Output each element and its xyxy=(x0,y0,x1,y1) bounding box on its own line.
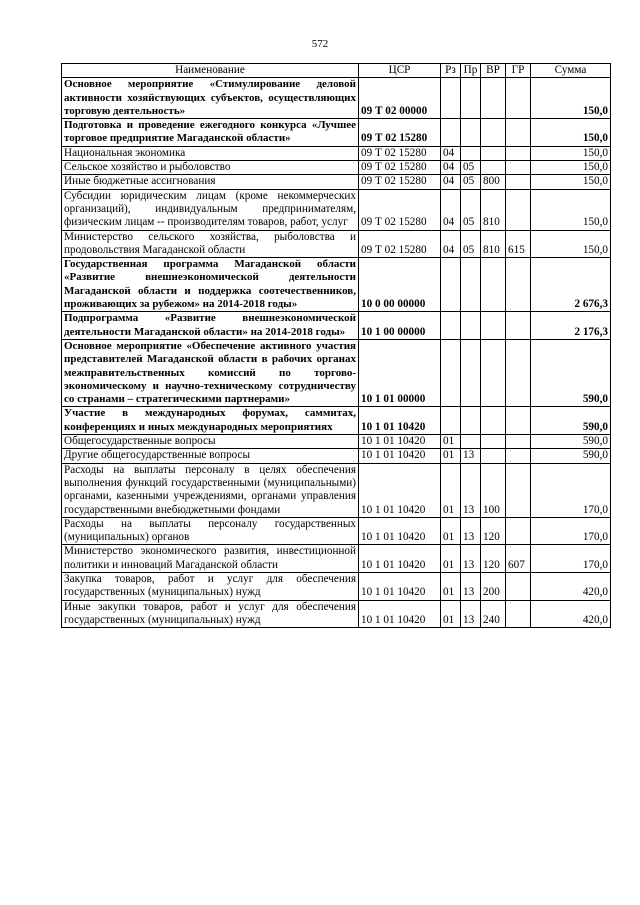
header-gr: ГР xyxy=(506,64,531,78)
cell-sum: 150,0 xyxy=(531,146,611,160)
table-row xyxy=(62,407,611,435)
cell-gr xyxy=(506,572,531,600)
table-row xyxy=(62,146,611,160)
page-number: 572 xyxy=(311,38,329,50)
cell-pr xyxy=(461,339,481,406)
cell-name: Государственная программа Магаданской области «Развитие внешнеэкономической деятельности Магаданской области и поддержка соотечественников, проживающих за рубежом» на 2014-2018 годы» xyxy=(62,258,359,312)
cell-vr: 200 xyxy=(481,572,506,600)
cell-gr xyxy=(506,407,531,435)
cell-vr xyxy=(481,146,506,160)
cell-gr xyxy=(506,78,531,119)
cell-sum: 590,0 xyxy=(531,339,611,406)
cell-vr xyxy=(481,449,506,463)
cell-pr xyxy=(461,258,481,312)
cell-csr: 10 1 01 10420 xyxy=(359,407,441,435)
cell-csr: 10 1 01 10420 xyxy=(359,449,441,463)
cell-name: Иные закупки товаров, работ и услуг для обеспечения государственных (муниципальных) нужд xyxy=(62,600,359,628)
table-row xyxy=(62,78,611,119)
cell-pr: 13 xyxy=(461,572,481,600)
table-row xyxy=(62,600,611,628)
cell-gr xyxy=(506,175,531,189)
cell-rz xyxy=(441,312,461,340)
cell-vr: 810 xyxy=(481,189,506,230)
cell-vr xyxy=(481,78,506,119)
cell-csr: 10 1 01 10420 xyxy=(359,517,441,545)
cell-pr xyxy=(461,146,481,160)
cell-pr: 13 xyxy=(461,517,481,545)
cell-pr xyxy=(461,119,481,147)
cell-pr xyxy=(461,435,481,449)
header-rz: Рз xyxy=(441,64,461,78)
cell-csr: 10 1 01 10420 xyxy=(359,435,441,449)
cell-pr: 05 xyxy=(461,161,481,175)
header-vr: ВР xyxy=(481,64,506,78)
table-row xyxy=(62,449,611,463)
table-row xyxy=(62,161,611,175)
cell-gr: 615 xyxy=(506,230,531,258)
cell-csr: 10 1 01 00000 xyxy=(359,339,441,406)
cell-name: Сельское хозяйство и рыболовство xyxy=(62,161,359,175)
cell-name: Расходы на выплаты персоналу в целях обеспечения выполнения функций государственными (муниципальными) органами, казенными учреждениями, органами управления государственными внебюджетными фондами xyxy=(62,463,359,517)
cell-sum: 590,0 xyxy=(531,435,611,449)
cell-vr: 120 xyxy=(481,517,506,545)
cell-vr: 240 xyxy=(481,600,506,628)
cell-rz: 01 xyxy=(441,572,461,600)
cell-pr: 13 xyxy=(461,449,481,463)
cell-vr: 100 xyxy=(481,463,506,517)
cell-name: Общегосударственные вопросы xyxy=(62,435,359,449)
cell-rz: 01 xyxy=(441,449,461,463)
cell-pr: 05 xyxy=(461,175,481,189)
cell-pr: 13 xyxy=(461,463,481,517)
cell-gr xyxy=(506,189,531,230)
header-csr: ЦСР xyxy=(359,64,441,78)
table-row xyxy=(62,463,611,517)
cell-gr xyxy=(506,146,531,160)
table-row xyxy=(62,545,611,573)
cell-pr xyxy=(461,78,481,119)
cell-gr: 607 xyxy=(506,545,531,573)
cell-name: Подготовка и проведение ежегодного конкурса «Лучшее торговое предприятие Магаданской области» xyxy=(62,119,359,147)
cell-pr: 13 xyxy=(461,600,481,628)
cell-gr xyxy=(506,119,531,147)
cell-gr xyxy=(506,339,531,406)
cell-rz: 01 xyxy=(441,435,461,449)
table-row xyxy=(62,189,611,230)
cell-vr xyxy=(481,258,506,312)
cell-csr: 09 Т 02 15280 xyxy=(359,230,441,258)
cell-vr xyxy=(481,407,506,435)
cell-sum: 150,0 xyxy=(531,161,611,175)
cell-sum: 170,0 xyxy=(531,463,611,517)
cell-gr xyxy=(506,600,531,628)
table-row xyxy=(62,339,611,406)
header-row xyxy=(62,64,611,78)
cell-sum: 150,0 xyxy=(531,78,611,119)
cell-vr xyxy=(481,119,506,147)
cell-csr: 10 1 01 10420 xyxy=(359,463,441,517)
cell-rz: 04 xyxy=(441,189,461,230)
cell-sum: 150,0 xyxy=(531,189,611,230)
cell-csr: 09 Т 02 15280 xyxy=(359,146,441,160)
cell-pr: 13 xyxy=(461,545,481,573)
cell-csr: 10 1 01 10420 xyxy=(359,545,441,573)
cell-sum: 170,0 xyxy=(531,517,611,545)
cell-rz xyxy=(441,258,461,312)
cell-pr: 05 xyxy=(461,189,481,230)
cell-vr xyxy=(481,312,506,340)
cell-pr xyxy=(461,407,481,435)
cell-name: Закупка товаров, работ и услуг для обеспечения государственных (муниципальных) нужд xyxy=(62,572,359,600)
cell-csr: 10 0 00 00000 xyxy=(359,258,441,312)
cell-csr: 09 Т 02 15280 xyxy=(359,161,441,175)
cell-sum: 2 676,3 xyxy=(531,258,611,312)
cell-vr xyxy=(481,435,506,449)
cell-name: Участие в международных форумах, саммитах, конференциях и иных международных мероприятиях xyxy=(62,407,359,435)
cell-name: Основное мероприятие «Обеспечение активного участия представителей Магаданской области в рабочих органах межправительственных комиссий по торгово-экономическому и научно-техническому сотрудничеству со странами – стратегическими партнерами» xyxy=(62,339,359,406)
cell-name: Расходы на выплаты персоналу государственных (муниципальных) органов xyxy=(62,517,359,545)
cell-rz: 01 xyxy=(441,517,461,545)
cell-csr: 09 Т 02 15280 xyxy=(359,175,441,189)
cell-name: Подпрограмма «Развитие внешнеэкономической деятельности Магаданской области» на 2014-2018 годы» xyxy=(62,312,359,340)
header-name: Наименование xyxy=(62,64,359,78)
cell-rz: 01 xyxy=(441,463,461,517)
cell-pr xyxy=(461,312,481,340)
cell-gr xyxy=(506,435,531,449)
cell-gr xyxy=(506,312,531,340)
cell-name: Субсидии юридическим лицам (кроме некоммерческих организаций), индивидуальным предпринимателям, физическим лицам -- производителям товаров, работ, услуг xyxy=(62,189,359,230)
table-row xyxy=(62,572,611,600)
cell-vr xyxy=(481,339,506,406)
cell-name: Министерство экономического развития, инвестиционной политики и инноваций Магаданской области xyxy=(62,545,359,573)
cell-rz: 04 xyxy=(441,175,461,189)
header-sum: Сумма xyxy=(531,64,611,78)
cell-csr: 10 1 01 10420 xyxy=(359,600,441,628)
header-pr: Пр xyxy=(461,64,481,78)
cell-rz xyxy=(441,407,461,435)
table-row xyxy=(62,517,611,545)
cell-rz: 04 xyxy=(441,146,461,160)
cell-vr: 120 xyxy=(481,545,506,573)
cell-rz xyxy=(441,78,461,119)
table-row xyxy=(62,435,611,449)
cell-rz: 04 xyxy=(441,230,461,258)
cell-sum: 420,0 xyxy=(531,572,611,600)
cell-name: Другие общегосударственные вопросы xyxy=(62,449,359,463)
cell-sum: 590,0 xyxy=(531,449,611,463)
cell-gr xyxy=(506,463,531,517)
cell-vr xyxy=(481,161,506,175)
table-row xyxy=(62,230,611,258)
cell-sum: 150,0 xyxy=(531,119,611,147)
cell-csr: 10 1 01 10420 xyxy=(359,572,441,600)
cell-sum: 2 176,3 xyxy=(531,312,611,340)
cell-vr: 800 xyxy=(481,175,506,189)
cell-csr: 09 Т 02 15280 xyxy=(359,189,441,230)
cell-csr: 09 Т 02 00000 xyxy=(359,78,441,119)
cell-rz xyxy=(441,119,461,147)
cell-sum: 420,0 xyxy=(531,600,611,628)
cell-sum: 150,0 xyxy=(531,175,611,189)
cell-sum: 150,0 xyxy=(531,230,611,258)
cell-name: Иные бюджетные ассигнования xyxy=(62,175,359,189)
cell-gr xyxy=(506,258,531,312)
table-row xyxy=(62,258,611,312)
cell-rz: 01 xyxy=(441,545,461,573)
cell-csr: 09 Т 02 15280 xyxy=(359,119,441,147)
cell-vr: 810 xyxy=(481,230,506,258)
cell-name: Министерство сельского хозяйства, рыболовства и продовольствия Магаданской области xyxy=(62,230,359,258)
cell-sum: 170,0 xyxy=(531,545,611,573)
cell-gr xyxy=(506,517,531,545)
cell-pr: 05 xyxy=(461,230,481,258)
cell-name: Национальная экономика xyxy=(62,146,359,160)
cell-rz: 04 xyxy=(441,161,461,175)
table-body xyxy=(62,78,611,628)
table-row xyxy=(62,312,611,340)
budget-table xyxy=(61,63,611,628)
cell-gr xyxy=(506,449,531,463)
cell-sum: 590,0 xyxy=(531,407,611,435)
cell-gr xyxy=(506,161,531,175)
table-row xyxy=(62,175,611,189)
table-row xyxy=(62,119,611,147)
cell-csr: 10 1 00 00000 xyxy=(359,312,441,340)
cell-rz: 01 xyxy=(441,600,461,628)
cell-rz xyxy=(441,339,461,406)
cell-name: Основное мероприятие «Стимулирование деловой активности хозяйствующих субъектов, осуществляющих торговую деятельность» xyxy=(62,78,359,119)
